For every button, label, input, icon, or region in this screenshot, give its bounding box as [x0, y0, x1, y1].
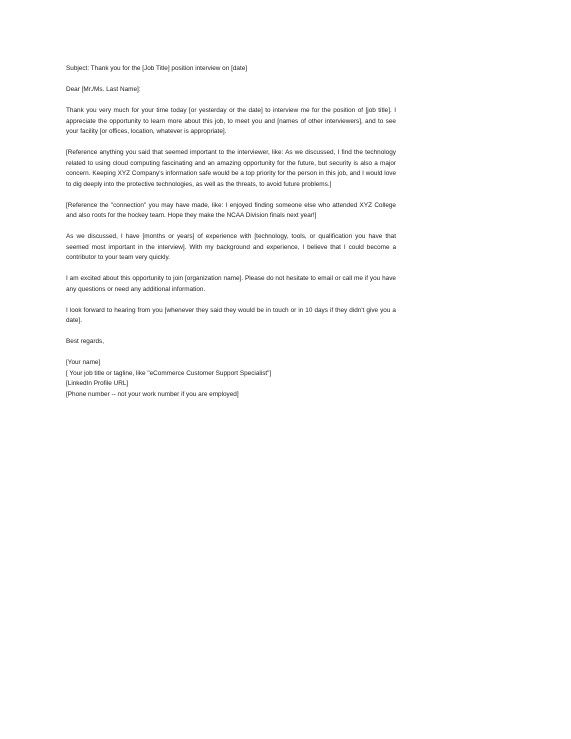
paragraph-connection: [Reference the "connection" you may have made, like: I enjoyed finding someone else who attended XYZ College and also roots for the hockey team. Hope they make the NCAA Division finals next year!] [66, 201, 396, 219]
subject-line: Subject: Thank you for the [Job Title] position interview on [date] [66, 65, 248, 72]
paragraph-reference-discussion: [Reference anything you said that seemed important to the interviewer, like: As we discussed, I find the technology related to using cloud computing fascinating and an amazing opportunity for the future, but security is also a major concern. Keeping XYZ Company's information safe would be a top priority for the person in this job, and I would love to dig deeply into the protective technologies, as well as the threats, to avoid future problems.] [66, 149, 396, 188]
paragraph-excitement: I am excited about this opportunity to join [organization name]. Please do not hesitate to email or call me if you have any questions or need any additional information. [66, 275, 396, 293]
paragraph-experience: As we discussed, I have [months or years] of experience with [technology, tools, or qualification you have that seemed most important in the interview]. With my background and experience, I believe that I could become a contributor to your team very quickly. [66, 233, 396, 261]
paragraph-thanks: Thank you very much for your time today [or yesterday or the date] to interview me for the position of [job title]. I appreciate the opportunity to learn more about this job, to meet you and [names of other interviewers], and to see your facility [or offices, location, whatever is appropriate]. [66, 107, 396, 135]
closing: Best regards, [66, 338, 105, 345]
paragraph-follow-up: I look forward to hearing from you [whenever they said they would be in touch or in 10 days if they didn't give you a date]. [66, 306, 396, 324]
signature-block [66, 358, 396, 400]
letter-page [66, 64, 396, 400]
salutation: Dear [Mr./Ms. Last Name]: [66, 86, 141, 93]
signature-name: [Your name] [66, 359, 101, 366]
signature-linkedin: [LinkedIn Profile URL] [66, 380, 129, 387]
signature-job-title: [ Your job title or tagline, like "eCommerce Customer Support Specialist"] [66, 369, 272, 377]
signature-phone: [Phone number -- not your work number if you are employed] [66, 390, 239, 398]
